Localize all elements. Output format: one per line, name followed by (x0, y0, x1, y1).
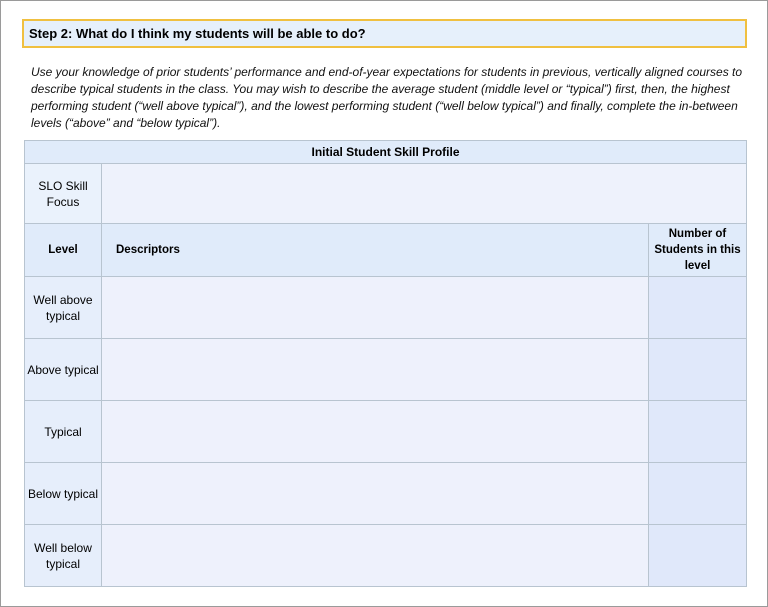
student-count-field[interactable] (649, 525, 747, 587)
student-count-field[interactable] (649, 277, 747, 339)
table-row (25, 463, 747, 525)
descriptor-field[interactable] (102, 525, 649, 587)
level-label: Below typical (25, 463, 102, 525)
level-label: Above typical (25, 339, 102, 401)
slo-skill-focus-label: SLO Skill Focus (25, 164, 102, 224)
table-row (25, 339, 747, 401)
step-heading: Step 2: What do I think my students will be able to do? (22, 19, 747, 48)
level-label: Well below typical (25, 525, 102, 587)
student-skill-profile-table (24, 140, 747, 587)
column-header-descriptors: Descriptors (102, 224, 649, 277)
column-header-number-of-students: Number of Students in this level (649, 224, 747, 277)
level-label: Well above typical (25, 277, 102, 339)
table-title: Initial Student Skill Profile (25, 141, 747, 164)
student-count-field[interactable] (649, 401, 747, 463)
table-row (25, 525, 747, 587)
descriptor-field[interactable] (102, 401, 649, 463)
student-count-field[interactable] (649, 339, 747, 401)
descriptor-field[interactable] (102, 277, 649, 339)
slo-skill-focus-field[interactable] (102, 164, 747, 224)
descriptor-field[interactable] (102, 463, 649, 525)
table-row (25, 401, 747, 463)
descriptor-field[interactable] (102, 339, 649, 401)
student-count-field[interactable] (649, 463, 747, 525)
instructions-text: Use your knowledge of prior students’ performance and end-of-year expectations for students in previous, vertically aligned courses to describe typical students in the class. You may wish to describe the average student (middle level or “typical”) first, then, the highest performing student (“well above typical”), and the lowest performing student (“well below typical”) and finally, complete the in-between levels (“above” and “below typical”). (31, 65, 743, 130)
column-header-level: Level (25, 224, 102, 277)
table-row (25, 277, 747, 339)
level-label: Typical (25, 401, 102, 463)
